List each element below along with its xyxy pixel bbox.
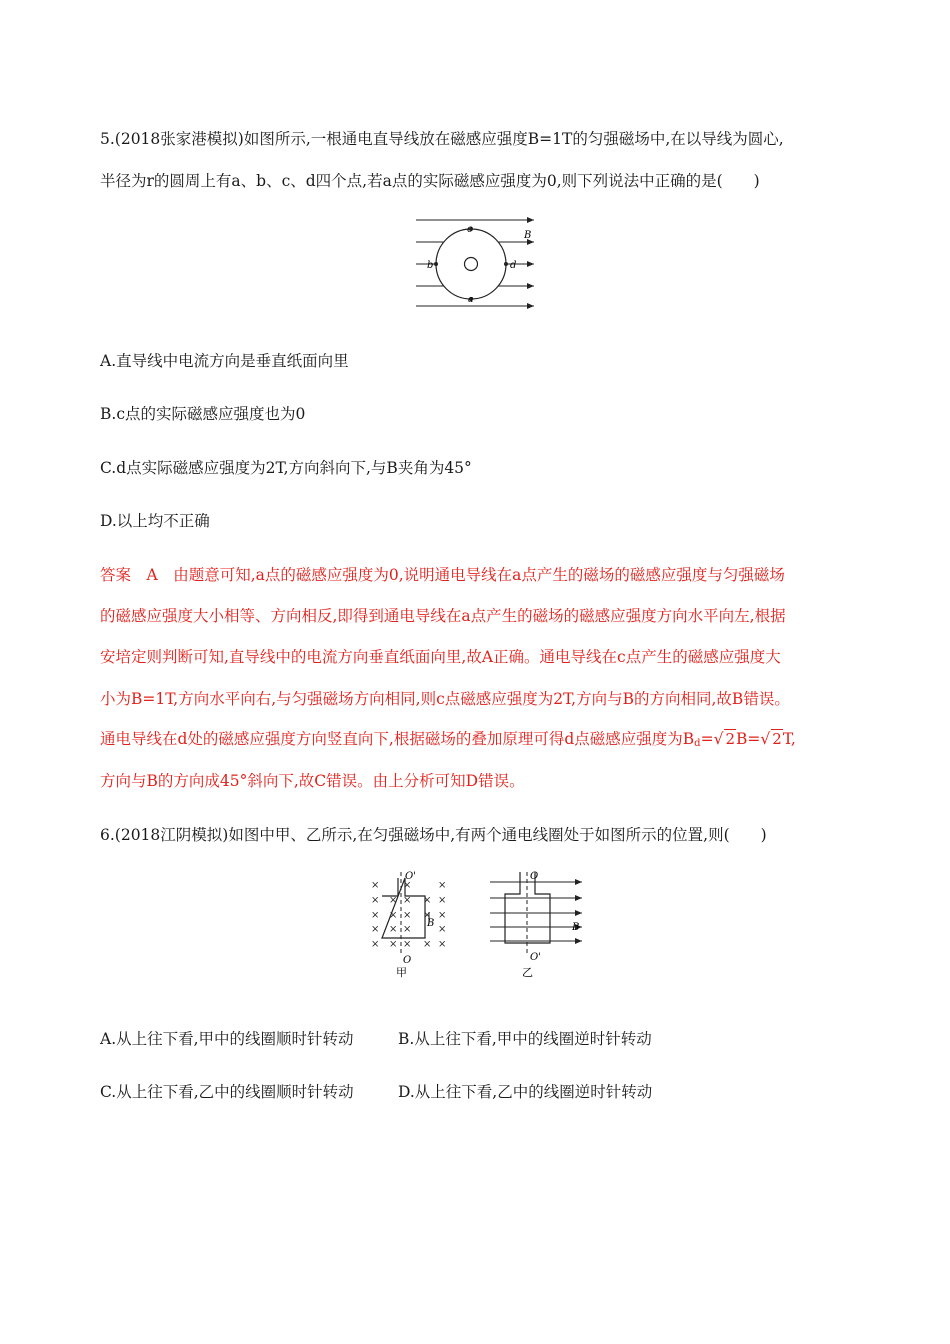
svg-text:×: × — [403, 910, 412, 921]
q6-option-a: A.从上往下看,甲中的线圈顺时针转动 — [100, 1030, 354, 1048]
svg-text:×: × — [438, 895, 447, 906]
answer-line-5-text: 通电导线在d处的磁感应强度方向竖直向下,根据磁场的叠加原理可得d点磁感应强度为B — [100, 730, 695, 748]
svg-text:×: × — [371, 939, 380, 950]
q6-option-d: D.从上往下看,乙中的线圈逆时针转动 — [398, 1083, 653, 1101]
answer-line-5-end: T, — [782, 730, 796, 748]
q5-stem-line2: 半径为r的圆周上有a、b、c、d四个点,若a点的实际磁感应强度为0,则下列说法中正确的是( ) — [100, 172, 760, 190]
wire-cross-section — [465, 258, 478, 271]
field-lines-yi — [490, 882, 582, 941]
answer-line-4: 小为B=1T,方向水平向右,与匀强磁场方向相同,则c点磁感应强度为2T,方向与B的方向相同,故B错误。 — [100, 690, 790, 708]
svg-text:×: × — [438, 880, 447, 891]
answer-line-3: 安培定则判断可知,直导线中的电流方向垂直纸面向里,故A正确。通电导线在c点产生的磁感应强度大 — [100, 648, 781, 666]
svg-text:×: × — [403, 880, 412, 891]
point-b — [434, 262, 438, 266]
q6-figure-yi — [480, 868, 590, 980]
svg-text:×: × — [438, 924, 447, 935]
svg-text:×: × — [423, 895, 432, 906]
svg-text:×: × — [403, 939, 412, 950]
svg-text:×: × — [389, 924, 398, 935]
svg-text:×: × — [423, 910, 432, 921]
sqrt-radicand-2: 2 — [772, 730, 782, 748]
cross-marks — [371, 880, 446, 950]
q6-option-b: B.从上往下看,甲中的线圈逆时针转动 — [398, 1030, 652, 1048]
answer-line-5-mid: B= — [736, 730, 761, 748]
label-jia: 甲 — [396, 966, 407, 979]
label-yi: 乙 — [522, 966, 533, 979]
svg-text:×: × — [371, 910, 380, 921]
q5-option-d: D.以上均不正确 — [100, 512, 210, 530]
q5-option-a: A.直导线中电流方向是垂直纸面向里 — [100, 352, 349, 370]
label-o-prime-yi: O' — [530, 952, 541, 963]
q5-option-b: B.c点的实际磁感应强度也为0 — [100, 405, 306, 423]
label-b-jia: B — [427, 918, 435, 929]
q5-figure — [410, 212, 540, 312]
svg-text:×: × — [403, 924, 412, 935]
svg-text:×: × — [389, 895, 398, 906]
svg-text:×: × — [389, 939, 398, 950]
answer-line-5 — [100, 728, 796, 755]
answer-line-1: 答案 A 由题意可知,a点的磁感应强度为0,说明通电导线在a点产生的磁场的磁感应强度与匀强磁场 — [100, 566, 785, 584]
label-b-yi: B — [572, 922, 580, 933]
label-o-yi: O — [530, 871, 539, 882]
svg-text:×: × — [371, 895, 380, 906]
label-c: c — [467, 224, 473, 235]
sqrt-symbol: √ — [760, 730, 771, 748]
subscript-d: d — [694, 738, 701, 749]
sqrt-radicand-1: 2 — [725, 730, 736, 748]
sqrt-symbol: √ — [713, 730, 724, 748]
label-d: d — [510, 260, 517, 271]
label-o-prime-jia: O' — [405, 871, 416, 882]
svg-text:×: × — [389, 910, 398, 921]
svg-text:×: × — [423, 939, 432, 950]
svg-text:×: × — [403, 895, 412, 906]
equals-sign: = — [700, 730, 714, 748]
svg-text:×: × — [371, 880, 380, 891]
q6-stem-line1: 6.(2018江阴模拟)如图中甲、乙所示,在匀强磁场中,有两个通电线圈处于如图所示的位置,则( ) — [100, 826, 767, 844]
q6-figure-jia — [365, 868, 455, 980]
point-d — [504, 262, 508, 266]
svg-text:×: × — [438, 939, 447, 950]
answer-line-2: 的磁感应强度大小相等、方向相反,即得到通电导线在a点产生的磁场的磁感应强度方向水平向左,根据 — [100, 607, 786, 625]
label-b: b — [427, 260, 434, 271]
label-o-jia: O — [403, 955, 412, 966]
svg-text:×: × — [371, 924, 380, 935]
q5-option-c: C.d点实际磁感应强度为2T,方向斜向下,与B夹角为45° — [100, 459, 472, 477]
label-a: a — [468, 295, 474, 305]
label-B: B — [524, 230, 532, 241]
q6-option-c: C.从上往下看,乙中的线圈顺时针转动 — [100, 1083, 354, 1101]
answer-line-6: 方向与B的方向成45°斜向下,故C错误。由上分析可知D错误。 — [100, 772, 525, 790]
svg-text:×: × — [438, 910, 447, 921]
q5-stem-line1: 5.(2018张家港模拟)如图所示,一根通电直导线放在磁感应强度B=1T的匀强磁场中,在以导线为圆心, — [100, 130, 784, 148]
